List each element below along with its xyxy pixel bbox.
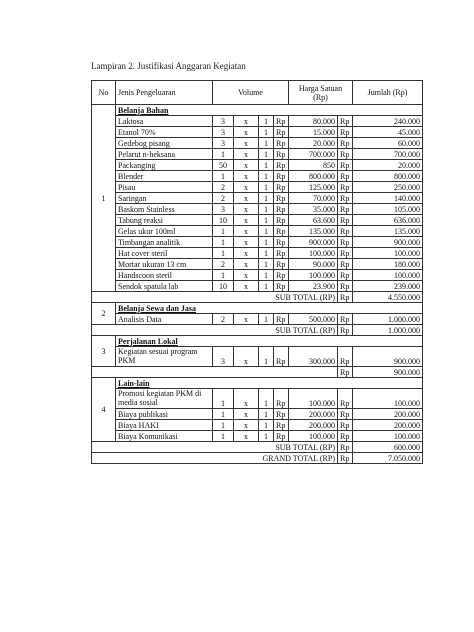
item-qty: 1 [213,389,234,409]
item-times: x [234,420,259,431]
item-price-currency: Rp [274,149,289,160]
header-no: No [92,81,116,105]
item-total: 900.000 [353,347,423,367]
item-name: Laktosa [116,116,213,127]
item-times: x [234,215,259,226]
item-total: 636.000 [353,215,423,226]
item-unit-price: 90.000 [289,259,338,270]
table-row [92,314,423,325]
subtotal-value: 600.000 [353,442,423,453]
table-row [92,389,423,409]
item-total-currency: Rp [338,281,353,292]
item-times: x [234,204,259,215]
section-title: Belanja Bahan [116,105,423,116]
item-total-currency: Rp [338,160,353,171]
item-unit: 1 [259,420,274,431]
subtotal-currency: Rp [338,367,353,378]
item-total: 239.000 [353,281,423,292]
item-unit-price: 100.000 [289,389,338,409]
item-qty: 2 [213,193,234,204]
item-name: Hat cover steril [116,248,213,259]
item-total-currency: Rp [338,420,353,431]
item-unit-price: 125.000 [289,182,338,193]
item-name: Analisis Data [116,314,213,325]
section-number: 4 [92,378,116,442]
item-unit-price: 850 [289,160,338,171]
header-jumlah: Jumlah (Rp) [353,81,423,105]
item-unit-price: 200.000 [289,420,338,431]
item-qty: 1 [213,409,234,420]
subtotal-label: SUB TOTAL (RP) [92,442,338,453]
item-name: Gelas ukur 100ml [116,226,213,237]
item-price-currency: Rp [274,138,289,149]
item-price-currency: Rp [274,204,289,215]
item-qty: 3 [213,138,234,149]
table-row [92,431,423,442]
item-times: x [234,193,259,204]
table-row [92,248,423,259]
item-price-currency: Rp [274,171,289,182]
item-unit: 1 [259,281,274,292]
item-unit: 1 [259,270,274,281]
item-qty: 10 [213,281,234,292]
item-price-currency: Rp [274,281,289,292]
item-unit-price: 700.000 [289,149,338,160]
item-price-currency: Rp [274,270,289,281]
item-times: x [234,226,259,237]
table-row [92,420,423,431]
item-qty: 2 [213,259,234,270]
item-total: 100.000 [353,389,423,409]
item-name: Biaya HAKI [116,420,213,431]
item-name: Timbangan analitik [116,237,213,248]
table-row [92,409,423,420]
item-unit-price: 135.000 [289,226,338,237]
item-name: Pelarut n-heksana [116,149,213,160]
item-unit: 1 [259,160,274,171]
subtotal-currency: Rp [338,292,353,303]
budget-table-body [92,81,423,464]
item-total: 240.000 [353,116,423,127]
item-price-currency: Rp [274,420,289,431]
item-total-currency: Rp [338,149,353,160]
item-times: x [234,116,259,127]
table-row [92,226,423,237]
item-unit: 1 [259,138,274,149]
grand-total-label: GRAND TOTAL (RP) [92,453,338,464]
table-row [92,193,423,204]
item-unit: 1 [259,259,274,270]
subtotal-row [92,292,423,303]
item-total-currency: Rp [338,204,353,215]
item-total: 700.000 [353,149,423,160]
item-price-currency: Rp [274,259,289,270]
subtotal-value: 1.000.000 [353,325,423,336]
item-name: Sendok spatula lab [116,281,213,292]
item-total-currency: Rp [338,389,353,409]
table-header-row [92,81,423,105]
item-qty: 1 [213,431,234,442]
item-unit-price: 300.000 [289,347,338,367]
item-total: 250.000 [353,182,423,193]
table-row [92,347,423,367]
item-unit: 1 [259,193,274,204]
item-total: 100.000 [353,248,423,259]
section-title: Lain-lain [116,378,423,389]
item-unit-price: 70.000 [289,193,338,204]
grand-total-value: 7.050.000 [353,453,423,464]
table-row [92,259,423,270]
item-total: 800.000 [353,171,423,182]
item-times: x [234,389,259,409]
item-total: 900.000 [353,237,423,248]
item-times: x [234,431,259,442]
item-unit: 1 [259,204,274,215]
section-title-row [92,336,423,347]
table-row [92,237,423,248]
section-number: 3 [92,336,116,367]
item-price-currency: Rp [274,215,289,226]
item-times: x [234,347,259,367]
section-title: Perjalanan Lokal [116,336,423,347]
header-harga-satuan: Harga Satuan (Rp) [289,81,353,105]
item-unit-price: 800.000 [289,171,338,182]
item-unit-price: 100.000 [289,248,338,259]
subtotal-label: SUB TOTAL (RP) [92,325,338,336]
item-total-currency: Rp [338,259,353,270]
item-price-currency: Rp [274,182,289,193]
item-unit: 1 [259,347,274,367]
item-name: Tabung reaksi [116,215,213,226]
item-times: x [234,138,259,149]
item-price-currency: Rp [274,127,289,138]
item-times: x [234,237,259,248]
item-total: 200.000 [353,420,423,431]
item-price-currency: Rp [274,226,289,237]
item-price-currency: Rp [274,314,289,325]
item-qty: 1 [213,171,234,182]
table-row [92,127,423,138]
item-total-currency: Rp [338,237,353,248]
item-total: 105.000 [353,204,423,215]
item-times: x [234,314,259,325]
item-price-currency: Rp [274,237,289,248]
item-name: Mortar ukuran 13 cm [116,259,213,270]
item-unit-price: 20.000 [289,138,338,149]
item-unit-price: 100.000 [289,270,338,281]
item-total: 20.000 [353,160,423,171]
section-number: 1 [92,105,116,292]
header-jenis-pengeluaran: Jenis Pengeluaran [116,81,213,105]
item-price-currency: Rp [274,409,289,420]
item-qty: 3 [213,127,234,138]
item-qty: 50 [213,160,234,171]
item-name: Promosi kegiatan PKM di media sosial [116,389,213,409]
item-unit-price: 200.000 [289,409,338,420]
item-qty: 1 [213,270,234,281]
item-unit: 1 [259,226,274,237]
section-title-row [92,105,423,116]
subtotal-label [92,367,338,378]
item-total: 180.000 [353,259,423,270]
document-caption: Lampiran 2. Justifikasi Anggaran Kegiatan [91,61,246,71]
item-times: x [234,248,259,259]
item-qty: 1 [213,420,234,431]
table-row [92,281,423,292]
item-unit: 1 [259,116,274,127]
item-qty: 10 [213,215,234,226]
item-unit-price: 80.000 [289,116,338,127]
item-name: Blender [116,171,213,182]
item-qty: 1 [213,226,234,237]
section-title-row [92,303,423,314]
item-total: 200.000 [353,409,423,420]
item-total-currency: Rp [338,226,353,237]
item-unit: 1 [259,409,274,420]
subtotal-row [92,325,423,336]
subtotal-row [92,367,423,378]
item-name: Baskom Stainless [116,204,213,215]
item-total-currency: Rp [338,431,353,442]
item-total-currency: Rp [338,347,353,367]
item-unit: 1 [259,237,274,248]
item-qty: 1 [213,149,234,160]
table-row [92,171,423,182]
item-qty: 1 [213,237,234,248]
item-total-currency: Rp [338,193,353,204]
section-title-row [92,378,423,389]
item-times: x [234,149,259,160]
item-price-currency: Rp [274,116,289,127]
item-times: x [234,270,259,281]
subtotal-value: 4.550.000 [353,292,423,303]
item-unit: 1 [259,431,274,442]
item-total-currency: Rp [338,215,353,226]
item-qty: 2 [213,182,234,193]
item-qty: 1 [213,248,234,259]
item-total-currency: Rp [338,248,353,259]
item-total-currency: Rp [338,409,353,420]
table-row [92,182,423,193]
item-total-currency: Rp [338,314,353,325]
item-times: x [234,182,259,193]
item-total: 45.000 [353,127,423,138]
item-unit-price: 500.000 [289,314,338,325]
item-name: Etanol 70% [116,127,213,138]
table-row [92,215,423,226]
item-qty: 3 [213,204,234,215]
item-total: 140.000 [353,193,423,204]
item-price-currency: Rp [274,160,289,171]
item-unit: 1 [259,182,274,193]
item-total: 100.000 [353,270,423,281]
item-unit-price: 15.000 [289,127,338,138]
item-times: x [234,171,259,182]
item-total: 135.000 [353,226,423,237]
item-qty: 3 [213,116,234,127]
item-price-currency: Rp [274,347,289,367]
item-total-currency: Rp [338,138,353,149]
item-price-currency: Rp [274,431,289,442]
grand-total-row [92,453,423,464]
item-total-currency: Rp [338,116,353,127]
item-unit: 1 [259,215,274,226]
item-unit-price: 900.000 [289,237,338,248]
item-price-currency: Rp [274,193,289,204]
item-unit-price: 100.000 [289,431,338,442]
item-total: 60.000 [353,138,423,149]
item-total: 1.000.000 [353,314,423,325]
item-unit: 1 [259,248,274,259]
budget-table [91,80,423,464]
item-unit: 1 [259,171,274,182]
table-row [92,149,423,160]
table-row [92,116,423,127]
table-row [92,138,423,149]
item-name: Kegiatan sesuai program PKM [116,347,213,367]
item-total-currency: Rp [338,270,353,281]
item-price-currency: Rp [274,389,289,409]
item-unit-price: 63.600 [289,215,338,226]
table-row [92,160,423,171]
item-times: x [234,409,259,420]
item-unit: 1 [259,127,274,138]
item-total-currency: Rp [338,171,353,182]
table-row [92,270,423,281]
subtotal-currency: Rp [338,325,353,336]
item-total: 100.000 [353,431,423,442]
section-title: Belanja Sewa dan Jasa [116,303,423,314]
item-name: Saringan [116,193,213,204]
item-name: Gedebog pisang [116,138,213,149]
header-volume: Volume [213,81,289,105]
item-total-currency: Rp [338,182,353,193]
item-times: x [234,259,259,270]
item-unit: 1 [259,314,274,325]
item-name: Biaya Komunikasi [116,431,213,442]
subtotal-value: 900.000 [353,367,423,378]
item-name: Packanging [116,160,213,171]
item-unit-price: 23.900 [289,281,338,292]
section-number: 2 [92,303,116,325]
item-total-currency: Rp [338,127,353,138]
item-times: x [234,127,259,138]
item-name: Pisau [116,182,213,193]
item-times: x [234,281,259,292]
subtotal-currency: Rp [338,442,353,453]
item-unit-price: 35.000 [289,204,338,215]
item-name: Biaya publikasi [116,409,213,420]
item-qty: 3 [213,347,234,367]
subtotal-label: SUB TOTAL (RP) [92,292,338,303]
grand-total-currency: Rp [338,453,353,464]
table-row [92,204,423,215]
item-unit: 1 [259,389,274,409]
item-qty: 2 [213,314,234,325]
item-times: x [234,160,259,171]
item-price-currency: Rp [274,248,289,259]
subtotal-row [92,442,423,453]
item-unit: 1 [259,149,274,160]
item-name: Handscoon steril [116,270,213,281]
